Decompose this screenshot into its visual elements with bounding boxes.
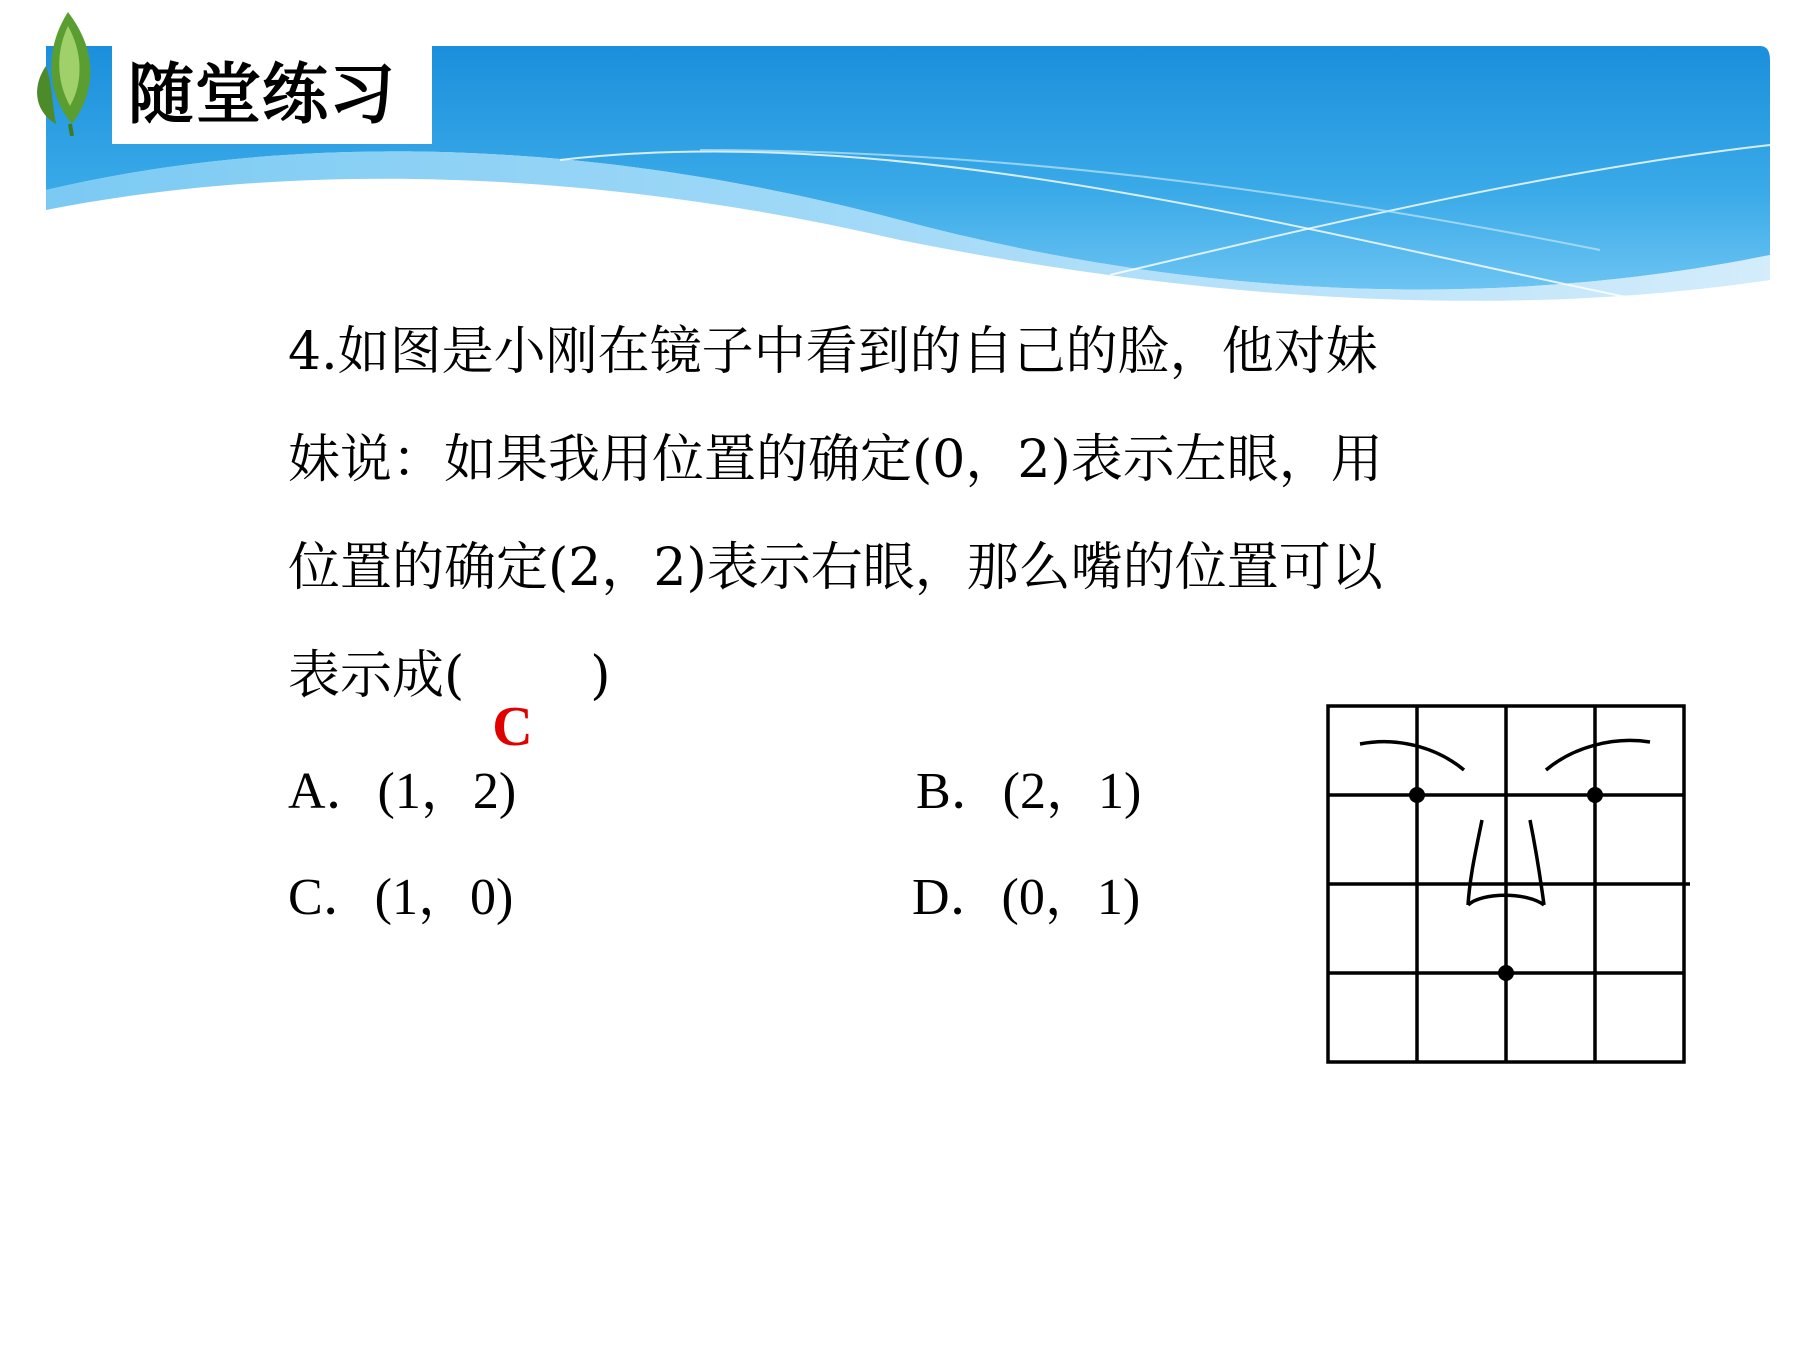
question-line-1: 4.如图是小刚在镜子中看到的自己的脸，他对妹	[288, 322, 1378, 382]
option-b: B．(2，1)	[916, 763, 1142, 820]
mouth-point	[1498, 965, 1514, 981]
question-line-4-prefix: 表示成(	[288, 646, 465, 706]
green-leaf-icon	[24, 6, 104, 136]
grid	[1328, 706, 1690, 1062]
option-d: D．(0，1)	[912, 869, 1141, 926]
right-eyebrow	[1546, 740, 1650, 770]
option-a: A．(1，2)	[288, 763, 517, 820]
left-eye-point	[1409, 787, 1425, 803]
question-line-3: 位置的确定(2，2)表示右眼，那么嘴的位置可以	[288, 538, 1383, 598]
page-title: 随堂练习	[128, 56, 396, 133]
question-line-2: 妹说：如果我用位置的确定(0，2)表示左眼，用	[288, 430, 1383, 490]
answer-letter: C	[492, 696, 533, 758]
right-eye-point	[1587, 787, 1603, 803]
face-grid-figure	[1322, 700, 1692, 1070]
question-line-4-suffix: )	[590, 646, 611, 706]
left-eyebrow	[1360, 742, 1464, 770]
question-text	[288, 298, 1558, 758]
option-c: C．(1，0)	[288, 869, 514, 926]
